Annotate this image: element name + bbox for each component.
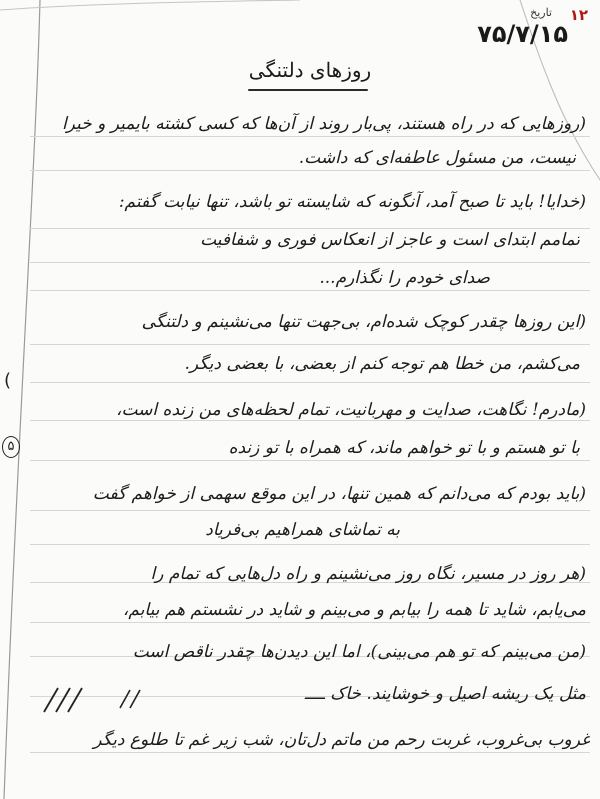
date-prefix-label: تاریخ xyxy=(530,6,552,19)
text-line: با تو هستم و با تو خواهم ماند، که همراه با تو زنده xyxy=(228,438,580,458)
slash-mark xyxy=(68,688,82,712)
ruled-line xyxy=(30,344,590,345)
text-line: صدای خودم را نگذارم... xyxy=(319,268,490,288)
text-line: (من می‌بینم که تو هم می‌بینی)، اما این دیدن‌ها چقدر ناقص است xyxy=(132,642,586,662)
title-underline xyxy=(248,89,368,91)
text-line: (هر روز در مسیر، نگاه روز می‌نشینم و راه دل‌هایی که تمام را xyxy=(150,564,586,584)
ruled-line xyxy=(30,382,590,383)
ruled-line xyxy=(30,170,590,171)
ruled-line xyxy=(30,290,590,291)
page-title: روزهای دلتنگی xyxy=(248,58,372,82)
ruled-line xyxy=(30,622,590,623)
text-line: مثل یک ریشه اصیل و خوشایند. خاک ــــ xyxy=(304,684,586,704)
date-area xyxy=(450,6,590,46)
ruled-line xyxy=(30,510,590,511)
text-line: (روزهایی که در راه هستند، پی‌بار روند از آن‌ها که کسی کشته بایمیر و خیرا xyxy=(61,114,586,134)
top-edge-shadow xyxy=(0,0,300,10)
page-number: ۱۲ xyxy=(569,6,588,24)
text-line: تمامم ابتدای است و عاجز از انعکاس فوری و شفافیت xyxy=(200,230,580,250)
ruled-line xyxy=(30,752,590,753)
text-line: غروب بی‌غروب، غربت رحم من ماتم دل‌تان، شب زیر غم تا طلوع دیگر xyxy=(93,730,590,750)
text-line: می‌کشم، من خطا هم توجه کنم از بعضی، با بعضی دیگر. xyxy=(184,354,580,374)
ruled-line xyxy=(30,136,590,137)
ruled-line xyxy=(30,460,590,461)
text-line: (خدایا! باید تا صبح آمد، آنگونه که شایسته تو باشد، تنها نیابت گفتم: xyxy=(118,192,586,212)
text-line: به تماشای همراهیم بی‌فریاد xyxy=(205,520,400,540)
slash-marks xyxy=(36,684,156,714)
text-line: (مادرم! نگاهت، صدایت و مهربانیت، تمام لحظه‌های من زنده است، xyxy=(115,400,586,420)
slash-mark xyxy=(56,688,70,712)
ruled-line xyxy=(30,262,590,263)
text-line: نیست، من مسئول عاطفه‌ای که داشت. xyxy=(298,148,576,168)
margin-circled-numeral: ۵ xyxy=(2,436,20,458)
margin-parenthesis: ( xyxy=(4,370,12,391)
ruled-line xyxy=(30,544,590,545)
slash-mark xyxy=(44,688,58,712)
text-line: (این روزها چقدر کوچک شده‌ام، بی‌جهت تنها می‌نشینم و دلتنگی xyxy=(141,312,586,332)
slash-mark xyxy=(130,690,140,708)
text-line: (باید بودم که می‌دانم که همین تنها، در این موقع سهمی از خواهم گفت xyxy=(92,484,586,504)
diary-date: ۷۵/۷/۱۵ xyxy=(477,20,568,48)
text-line: می‌یابم، شاید تا همه را بیابم و می‌بینم و شاید در نشستم هم بیابم، xyxy=(122,600,586,620)
slash-mark xyxy=(120,690,130,708)
